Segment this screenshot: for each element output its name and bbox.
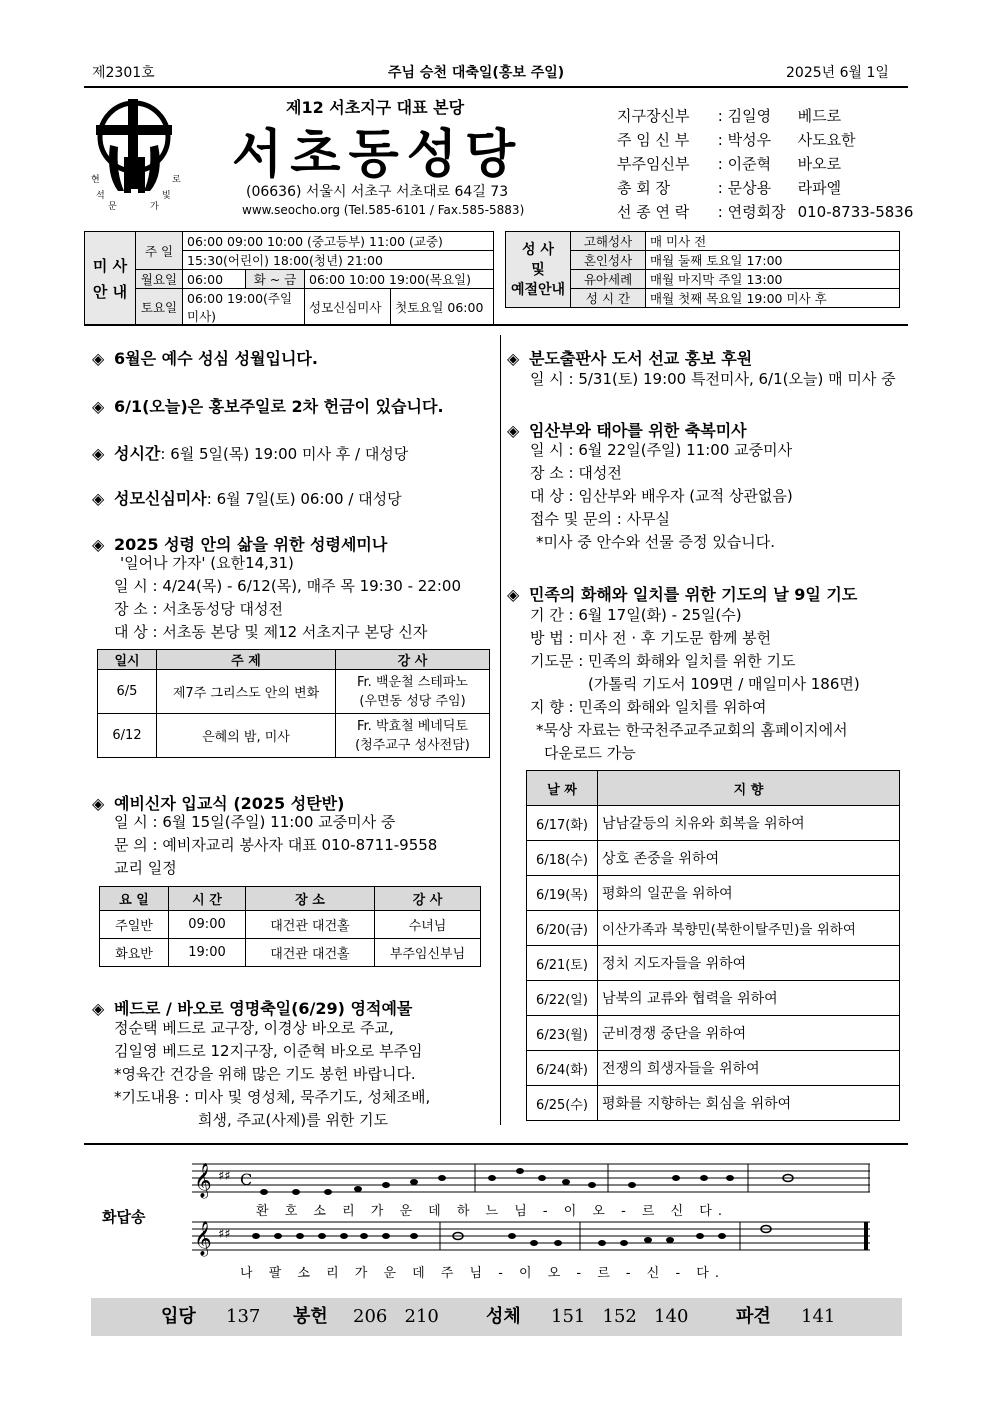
hymn-numbers-bar: [91, 1298, 902, 1336]
staff-role: 총 회 장: [617, 179, 671, 197]
communion-label: 성체: [486, 1306, 521, 1327]
notice-second-collection: [92, 394, 444, 417]
novena-body: [530, 604, 860, 765]
feast-day-title: [92, 996, 412, 1019]
novena-intent-cell: 이산가족과 북향민(북한이탈주민)을 위하여: [598, 911, 900, 946]
seminar-body: [114, 552, 461, 644]
sacrament-value: 매월 둘째 토요일 17:00: [646, 251, 900, 270]
table-row: [527, 1086, 900, 1121]
sacrament-name: 혼인성사: [571, 251, 646, 270]
novena-date: 6/18(수): [527, 841, 598, 876]
catechism-day: 화요반: [100, 939, 169, 967]
staff-role: 지구장신부: [617, 107, 690, 125]
speaker-role: (우면동 성당 주임): [359, 693, 466, 709]
parish-contact: www.seocho.org (Tel.585-6101 / Fax.585-5883): [242, 203, 525, 217]
novena-date: 6/22(일): [527, 981, 598, 1016]
seminar-topic-cell: 은혜의 밤, 미사: [157, 714, 336, 758]
novena-note: 다운로드 가능: [544, 744, 636, 762]
table-row: [527, 876, 900, 911]
sacrament-label-1: 성 사: [522, 241, 554, 258]
catechism-header: 강 사: [375, 887, 481, 911]
seminar-place: 장 소 : 서초동성당 대성전: [114, 600, 284, 618]
novena-header: 날 짜: [527, 771, 598, 806]
catechism-header: 요 일: [100, 887, 169, 911]
staff-title: 010-8733-5836: [797, 203, 914, 221]
staff-name: 이준혁: [727, 155, 772, 173]
diamond-icon: ◈: [92, 489, 105, 508]
mass-label: [85, 232, 136, 326]
diamond-icon: ◈: [507, 585, 520, 604]
blessing-title-text: 임산부와 태아를 위한 축복미사: [529, 421, 747, 440]
diamond-icon: ◈: [507, 421, 520, 440]
entrance-hymn: 137: [226, 1306, 261, 1327]
catechism-teacher: 부주임신부님: [375, 939, 481, 967]
staff-row: 주 임 신 부 : 박성우 사도요한: [617, 128, 897, 152]
svg-text:♯♯: ♯♯: [218, 1227, 231, 1242]
emblem-text-5: 문: [108, 202, 117, 212]
psalm-lyrics-2: 나 팔 소 리 가 운 데 주 님 - 이 오 - 르 - 신 - 다.: [240, 1266, 725, 1281]
staff-row: 총 회 장 : 문상용 라파엘: [617, 176, 897, 200]
monday-time: 06:00: [183, 270, 246, 289]
sacrament-value: 매월 마지막 주일 13:00: [646, 270, 900, 289]
novena-method: 방 법 : 미사 전 · 후 기도문 함께 봉헌: [530, 629, 772, 647]
seminar-table: [97, 649, 490, 758]
communion-hymns: 151 152 140: [551, 1306, 689, 1327]
novena-period: 기 간 : 6월 17일(화) - 25일(수): [530, 606, 742, 624]
sacrament-value: 매 미사 전: [646, 232, 900, 251]
sacrament-table: [505, 231, 900, 308]
staff-title: 베드로: [797, 107, 842, 125]
novena-date: 6/21(토): [527, 946, 598, 981]
sacrament-label-3: 예절안내: [510, 281, 566, 298]
column-divider: [500, 335, 501, 1125]
emblem-text-6: 가: [150, 202, 159, 212]
table-row: [527, 946, 900, 981]
table-row: [527, 841, 900, 876]
blessing-note: *미사 중 안수와 선물 증정 있습니다.: [536, 533, 775, 551]
diamond-icon: ◈: [92, 349, 105, 368]
seminar-header: 강 사: [336, 650, 490, 670]
catechism-table: [99, 886, 481, 967]
novena-table: [526, 770, 900, 1121]
speaker-name: Fr. 백운철 스테파노: [357, 674, 468, 690]
novena-date: 6/23(월): [527, 1016, 598, 1051]
staff-role: 주 임 신 부: [617, 131, 690, 149]
seminar-speaker-cell: [336, 714, 490, 758]
header-rule: [84, 86, 908, 88]
feast-day-line: 정순택 베드로 교구장, 이경상 바오로 주교,: [114, 1019, 394, 1037]
staff-title: 바오로: [797, 155, 842, 173]
diamond-icon: ◈: [92, 794, 105, 813]
staff-name: 문상용: [727, 179, 772, 197]
novena-intent-cell: 군비경쟁 중단을 위하여: [598, 1016, 900, 1051]
emblem-text-4: 빛: [162, 191, 171, 201]
speaker-name: Fr. 박효철 베네딕토: [357, 718, 468, 734]
notice-text: 6/1(오늘)은 홍보주일로 2차 헌금이 있습니다.: [114, 397, 444, 416]
first-saturday-label: 성모신심미사: [305, 289, 391, 326]
sacrament-name: 고해성사: [571, 232, 646, 251]
novena-note: *묵상 자료는 한국천주교주교회의 홈페이지에서: [536, 721, 848, 739]
recessional-label: 파견: [736, 1306, 771, 1327]
entrance-label: 입당: [161, 1306, 196, 1327]
novena-intent-cell: 평화의 일꾼을 위하여: [598, 876, 900, 911]
sacrament-label: [506, 232, 571, 308]
blessing-body: [530, 439, 793, 554]
catechumen-body: [114, 811, 437, 880]
emblem-text-3: 석: [96, 191, 105, 201]
notice-holy-hour: [92, 441, 408, 464]
seminar-title-text: 2025 성령 안의 삶을 위한 성령세미나: [114, 535, 388, 554]
seminar-topic-cell: 제7주 그리스도 안의 변화: [157, 670, 336, 714]
table-row: [98, 714, 490, 758]
table-row: [527, 1051, 900, 1086]
feast-day-body: [114, 1017, 430, 1132]
feast-day-line: 김일영 베드로 12지구장, 이준혁 바오로 부주임: [114, 1042, 423, 1060]
parish-subtitle: 제12 서초지구 대표 본당: [286, 98, 465, 117]
saturday-label: 토요일: [136, 289, 183, 326]
staff-name: 김일영: [727, 107, 772, 125]
novena-intent-cell: 남남갈등의 치유와 회복을 위하여: [598, 806, 900, 841]
music-notes-icon: [192, 1160, 870, 1200]
novena-date: 6/25(수): [527, 1086, 598, 1121]
sacrament-name: 성 시 간: [571, 289, 646, 308]
books-title-text: 분도출판사 도서 선교 홍보 후원: [529, 349, 753, 368]
novena-date: 6/19(목): [527, 876, 598, 911]
footer-rule: [84, 1143, 908, 1145]
notice-title: 성모신심미사: [114, 489, 207, 508]
seminar-date: 일 시 : 4/24(목) - 6/12(목), 매주 목 19:30 - 22:00: [114, 577, 461, 595]
seminar-date-cell: 6/12: [98, 714, 157, 758]
catechumen-schedule: 교리 일정: [114, 859, 177, 877]
staff-name: 박성우: [727, 131, 772, 149]
notice-text: 6월은 예수 성심 성월입니다.: [114, 349, 318, 368]
feast-day-line: *영육간 건강을 위해 많은 기도 봉헌 바랍니다.: [114, 1065, 416, 1083]
mass-label-1: 미 사: [92, 256, 128, 275]
diamond-icon: ◈: [507, 349, 520, 368]
sacrament-value: 매월 첫째 목요일 19:00 미사 후: [646, 289, 900, 308]
psalm-label: 화답송: [102, 1208, 146, 1226]
staff-title: 라파엘: [797, 179, 842, 197]
catechumen-title-text: 예비신자 입교식 (2025 성탄반): [114, 794, 345, 813]
catechumen-date: 일 시 : 6월 15일(주일) 11:00 교중미사 중: [114, 813, 396, 831]
novena-intent-cell: 전쟁의 희생자들을 위하여: [598, 1051, 900, 1086]
table-row: [100, 911, 481, 939]
novena-title: [507, 582, 857, 605]
table-row: [527, 911, 900, 946]
novena-prayer: 기도문 : 민족의 화해와 일치를 위한 기도: [530, 652, 796, 670]
weekday-label: 화 ~ 금: [246, 270, 305, 289]
monday-label: 월요일: [136, 270, 183, 289]
first-saturday-time: 첫토요일 06:00: [391, 289, 494, 326]
blessing-date: 일 시 : 6월 22일(주일) 11:00 교중미사: [530, 441, 793, 459]
offertory-hymns: 206 210: [353, 1306, 439, 1327]
svg-text:𝄞: 𝄞: [194, 1221, 212, 1256]
mass-schedule-table: [84, 231, 494, 326]
mass-label-2: 안 내: [92, 282, 128, 301]
diamond-icon: ◈: [92, 999, 105, 1018]
catechism-header: 시 간: [169, 887, 246, 911]
catechumen-contact: 문 의 : 예비자교리 봉사자 대표 010-8711-9558: [114, 836, 438, 854]
novena-intent: 지 향 : 민족의 화해와 일치를 위하여: [530, 698, 767, 716]
sacrament-name: 유아세례: [571, 270, 646, 289]
diamond-icon: ◈: [92, 444, 105, 463]
issue-number: 제2301호: [92, 65, 155, 81]
diamond-icon: ◈: [92, 397, 105, 416]
staff-title: 사도요한: [797, 131, 856, 149]
blessing-contact: 접수 및 문의 : 사무실: [530, 510, 671, 528]
feast-title: 주님 승천 대축일(홍보 주일): [388, 65, 565, 81]
emblem-text-2: 로: [172, 175, 181, 185]
diamond-icon: ◈: [92, 535, 105, 554]
svg-text:♯♯: ♯♯: [218, 1169, 231, 1184]
staff-role: 부주임신부: [617, 155, 690, 173]
issue-date: 2025년 6월 1일: [786, 65, 889, 81]
seminar-speaker-cell: [336, 670, 490, 714]
blessing-target: 대 상 : 임산부와 배우자 (교적 상관없음): [530, 487, 793, 505]
novena-date: 6/17(화): [527, 806, 598, 841]
feast-day-line: *기도내용 : 미사 및 영성체, 묵주기도, 성체조배,: [114, 1088, 431, 1106]
books-date: 일 시 : 5/31(토) 19:00 특전미사, 6/1(오늘) 매 미사 중: [530, 370, 896, 388]
section-rule: [84, 324, 908, 326]
table-row: [100, 939, 481, 967]
staff-row: 부주임신부 : 이준혁 바오로: [617, 152, 897, 176]
catechism-teacher: 수녀님: [375, 911, 481, 939]
catechism-header: 장 소: [246, 887, 375, 911]
novena-intent-cell: 정치 지도자들을 위하여: [598, 946, 900, 981]
parish-address: (06636) 서울시 서초구 서초대로 64길 73: [246, 184, 509, 200]
parish-name: 서초동성당: [232, 125, 524, 185]
staff-row: 지구장신부 : 김일영 베드로: [617, 104, 897, 128]
notice-marian-mass: [92, 486, 402, 509]
sacrament-label-2: 및: [531, 261, 545, 278]
novena-prayer-source: (가톨릭 기도서 109면 / 매일미사 186면): [588, 675, 860, 693]
music-staff-2: [192, 1218, 870, 1258]
seminar-target: 대 상 : 서초동 본당 및 제12 서초지구 본당 신자: [114, 623, 428, 641]
books-title: [507, 346, 752, 369]
emblem-text-1: 현: [91, 175, 100, 185]
novena-intent-cell: 상호 존중을 위하여: [598, 841, 900, 876]
seminar-header: 일시: [98, 650, 157, 670]
staff-list: [617, 104, 914, 224]
catechism-place: 대건관 대건홀: [246, 911, 375, 939]
notice-sacred-heart: [92, 346, 318, 369]
notice-title: 성시간: [114, 444, 161, 463]
table-row: [98, 670, 490, 714]
catechism-time: 09:00: [169, 911, 246, 939]
catechism-day: 주일반: [100, 911, 169, 939]
music-notes-icon: [192, 1218, 870, 1258]
svg-text:C: C: [240, 1170, 253, 1189]
novena-title-text: 민족의 화해와 일치를 위한 기도의 날 9일 기도: [529, 585, 858, 604]
weekday-times: 06:00 10:00 19:00(목요일): [305, 270, 494, 289]
offertory-label: 봉헌: [293, 1306, 328, 1327]
novena-date: 6/24(화): [527, 1051, 598, 1086]
seminar-header: 주 제: [157, 650, 336, 670]
staff-row: 선 종 연 락 : 연령회장 010-8733-5836: [617, 200, 897, 224]
sunday-times-2: 15:30(어린이) 18:00(청년) 21:00: [183, 251, 494, 270]
table-row: [527, 1016, 900, 1051]
feast-day-line: 희생, 주교(사제)를 위한 기도: [198, 1111, 389, 1129]
catechism-place: 대건관 대건홀: [246, 939, 375, 967]
staff-name: 연령회장: [727, 203, 786, 221]
novena-header: 지 향: [598, 771, 900, 806]
blessing-title: [507, 418, 747, 441]
table-row: [527, 981, 900, 1016]
speaker-role: (청주교구 성사전담): [355, 737, 470, 753]
saturday-times: 06:00 19:00(주일미사): [183, 289, 305, 326]
novena-intent-cell: 남북의 교류와 협력을 위하여: [598, 981, 900, 1016]
psalm-lyrics-1: 환 호 소 리 가 운 데 하 느 님 - 이 오 - 르 신 다.: [256, 1204, 729, 1219]
notice-body: : 6월 5일(목) 19:00 미사 후 / 대성당: [160, 445, 409, 463]
music-staff-1: [192, 1160, 870, 1200]
svg-text:𝄞: 𝄞: [194, 1163, 212, 1198]
blessing-place: 장 소 : 대성전: [530, 464, 622, 482]
novena-intent-cell: 평화를 지향하는 회심을 위하여: [598, 1086, 900, 1121]
sunday-times-1: 06:00 09:00 10:00 (중고등부) 11:00 (교중): [183, 232, 494, 251]
feast-day-title-text: 베드로 / 바오로 영명축일(6/29) 영적예물: [114, 999, 413, 1018]
notice-body: : 6월 7일(토) 06:00 / 대성당: [206, 490, 402, 508]
catechism-time: 19:00: [169, 939, 246, 967]
sunday-label: 주 일: [136, 232, 183, 270]
recessional-hymn: 141: [801, 1306, 836, 1327]
seminar-date-cell: 6/5: [98, 670, 157, 714]
table-row: [527, 806, 900, 841]
seminar-quote: '일어나 가자' (요한14,31): [120, 554, 294, 572]
staff-role: 선 종 연 락: [617, 203, 690, 221]
novena-date: 6/20(금): [527, 911, 598, 946]
